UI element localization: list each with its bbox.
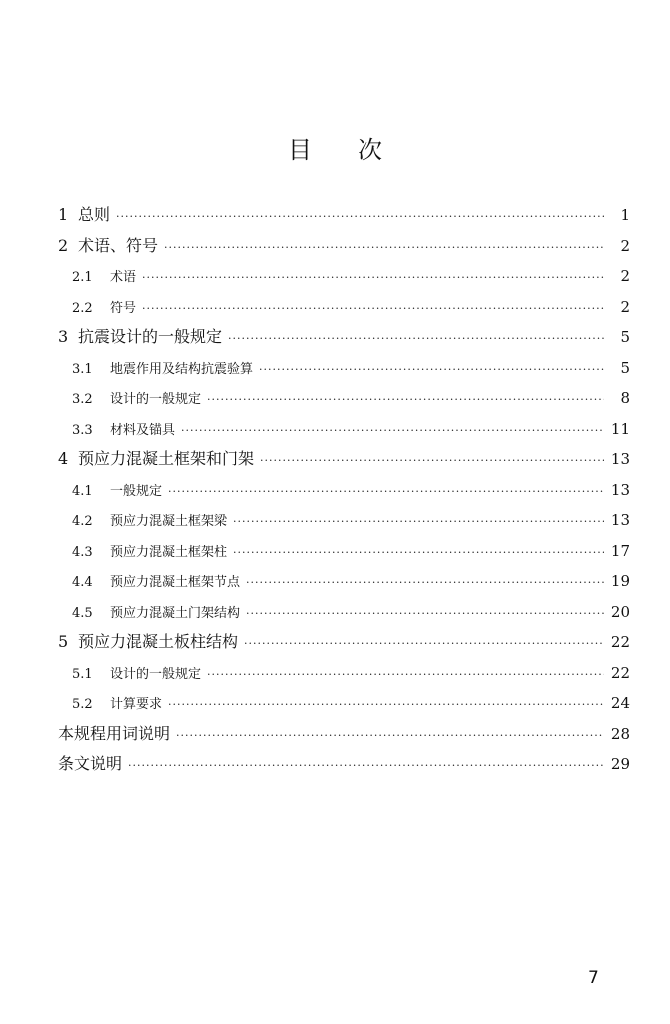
dot-leader — [168, 477, 604, 508]
toc-entry-number: 4.4 — [72, 575, 93, 590]
toc-entry-number: 2.2 — [72, 300, 93, 316]
toc-entry — [58, 688, 630, 719]
toc-entry-title: 条文说明 — [58, 754, 123, 773]
toc-entry-page: 20 — [610, 602, 630, 621]
table-of-contents — [58, 200, 630, 780]
title-part-1: 目 — [288, 136, 312, 164]
dot-leader — [128, 751, 604, 782]
title-part-2: 次 — [358, 136, 382, 164]
toc-entry-title: 本规程用词说明 — [58, 723, 171, 743]
toc-entry — [58, 292, 630, 323]
toc-entry-page: 22 — [610, 663, 630, 682]
toc-entry — [58, 200, 630, 231]
toc-entry-title: 设计的一般规定 — [110, 666, 202, 682]
toc-entry-title: 预应力混凝土门架结构 — [110, 605, 241, 621]
toc-entry — [58, 749, 630, 780]
toc-entry-page: 24 — [610, 694, 630, 712]
toc-entry-page: 29 — [610, 755, 630, 773]
toc-entry-number: 2 — [58, 235, 69, 255]
toc-entry-page: 8 — [620, 389, 630, 407]
toc-entry-page: 28 — [610, 724, 630, 743]
toc-entry — [58, 261, 630, 292]
toc-entry-title: 术语、符号 — [78, 235, 159, 255]
toc-entry — [58, 444, 630, 475]
toc-entry-page: 13 — [610, 450, 630, 468]
toc-entry-title: 预应力混凝土框架节点 — [110, 575, 241, 590]
toc-entry — [58, 597, 630, 628]
dot-leader — [233, 538, 604, 569]
toc-entry-page: 13 — [610, 480, 630, 499]
toc-entry-number: 4.3 — [72, 544, 93, 560]
toc-entry-page: 1 — [620, 206, 630, 224]
toc-entry-number: 3 — [58, 327, 69, 346]
toc-entry — [58, 383, 630, 414]
toc-entry-title: 材料及锚具 — [110, 422, 176, 438]
toc-entry-title: 符号 — [110, 300, 137, 316]
dot-leader — [228, 324, 604, 355]
toc-entry-title: 预应力混凝土框架和门架 — [78, 449, 255, 468]
toc-entry-number: 5 — [58, 632, 69, 651]
toc-entry-number: 5.1 — [72, 666, 93, 682]
toc-entry-page: 11 — [610, 419, 630, 438]
dot-leader — [142, 263, 604, 294]
toc-entry-number: 1 — [58, 205, 69, 224]
toc-entry — [58, 505, 630, 536]
dot-leader — [142, 294, 604, 325]
toc-entry-page: 5 — [620, 358, 630, 377]
toc-entry — [58, 414, 630, 445]
toc-entry-number: 5.2 — [72, 697, 93, 712]
toc-entry — [58, 719, 630, 750]
toc-entry-page: 5 — [620, 328, 630, 346]
toc-entry-page: 22 — [610, 633, 630, 651]
dot-leader — [246, 599, 604, 630]
page-number: 7 — [588, 968, 599, 988]
toc-entry-number: 2.1 — [72, 270, 93, 285]
dot-leader — [207, 660, 604, 691]
toc-entry-number: 4 — [58, 449, 69, 468]
toc-entry-page: 13 — [610, 511, 630, 529]
dot-leader — [259, 355, 604, 386]
page-title — [0, 130, 670, 165]
toc-entry-title: 抗震设计的一般规定 — [78, 327, 223, 346]
toc-entry-page: 2 — [620, 236, 630, 255]
toc-entry-page: 2 — [620, 297, 630, 316]
toc-entry-title: 术语 — [110, 270, 137, 285]
dot-leader — [246, 568, 604, 599]
toc-entry-title: 总则 — [78, 205, 111, 224]
toc-entry-number: 4.1 — [72, 483, 93, 499]
toc-entry-title: 预应力混凝土板柱结构 — [78, 632, 239, 651]
toc-entry-title: 地震作用及结构抗震验算 — [110, 361, 254, 377]
toc-entry-page: 17 — [610, 541, 630, 560]
toc-entry-number: 4.5 — [72, 605, 93, 621]
toc-entry-number: 3.2 — [72, 392, 93, 407]
dot-leader — [168, 690, 604, 721]
toc-entry — [58, 536, 630, 567]
toc-entry — [58, 231, 630, 262]
toc-entry-title: 一般规定 — [110, 483, 163, 499]
toc-entry-number: 4.2 — [72, 514, 93, 529]
toc-entry — [58, 353, 630, 384]
toc-entry-page: 2 — [620, 267, 630, 285]
dot-leader — [116, 202, 604, 233]
toc-entry-number: 3.1 — [72, 361, 93, 377]
dot-leader — [260, 446, 604, 477]
toc-entry-title: 设计的一般规定 — [110, 392, 202, 407]
dot-leader — [176, 721, 604, 752]
toc-entry — [58, 627, 630, 658]
dot-leader — [244, 629, 604, 660]
toc-entry-page: 19 — [610, 572, 630, 590]
toc-entry-title: 计算要求 — [110, 697, 163, 712]
dot-leader — [207, 385, 604, 416]
toc-entry — [58, 475, 630, 506]
toc-entry — [58, 658, 630, 689]
dot-leader — [164, 233, 604, 264]
dot-leader — [181, 416, 604, 447]
toc-entry-title: 预应力混凝土框架梁 — [110, 514, 228, 529]
toc-entry-number: 3.3 — [72, 422, 93, 438]
toc-entry-title: 预应力混凝土框架柱 — [110, 544, 228, 560]
toc-entry — [58, 566, 630, 597]
dot-leader — [233, 507, 604, 538]
toc-entry — [58, 322, 630, 353]
